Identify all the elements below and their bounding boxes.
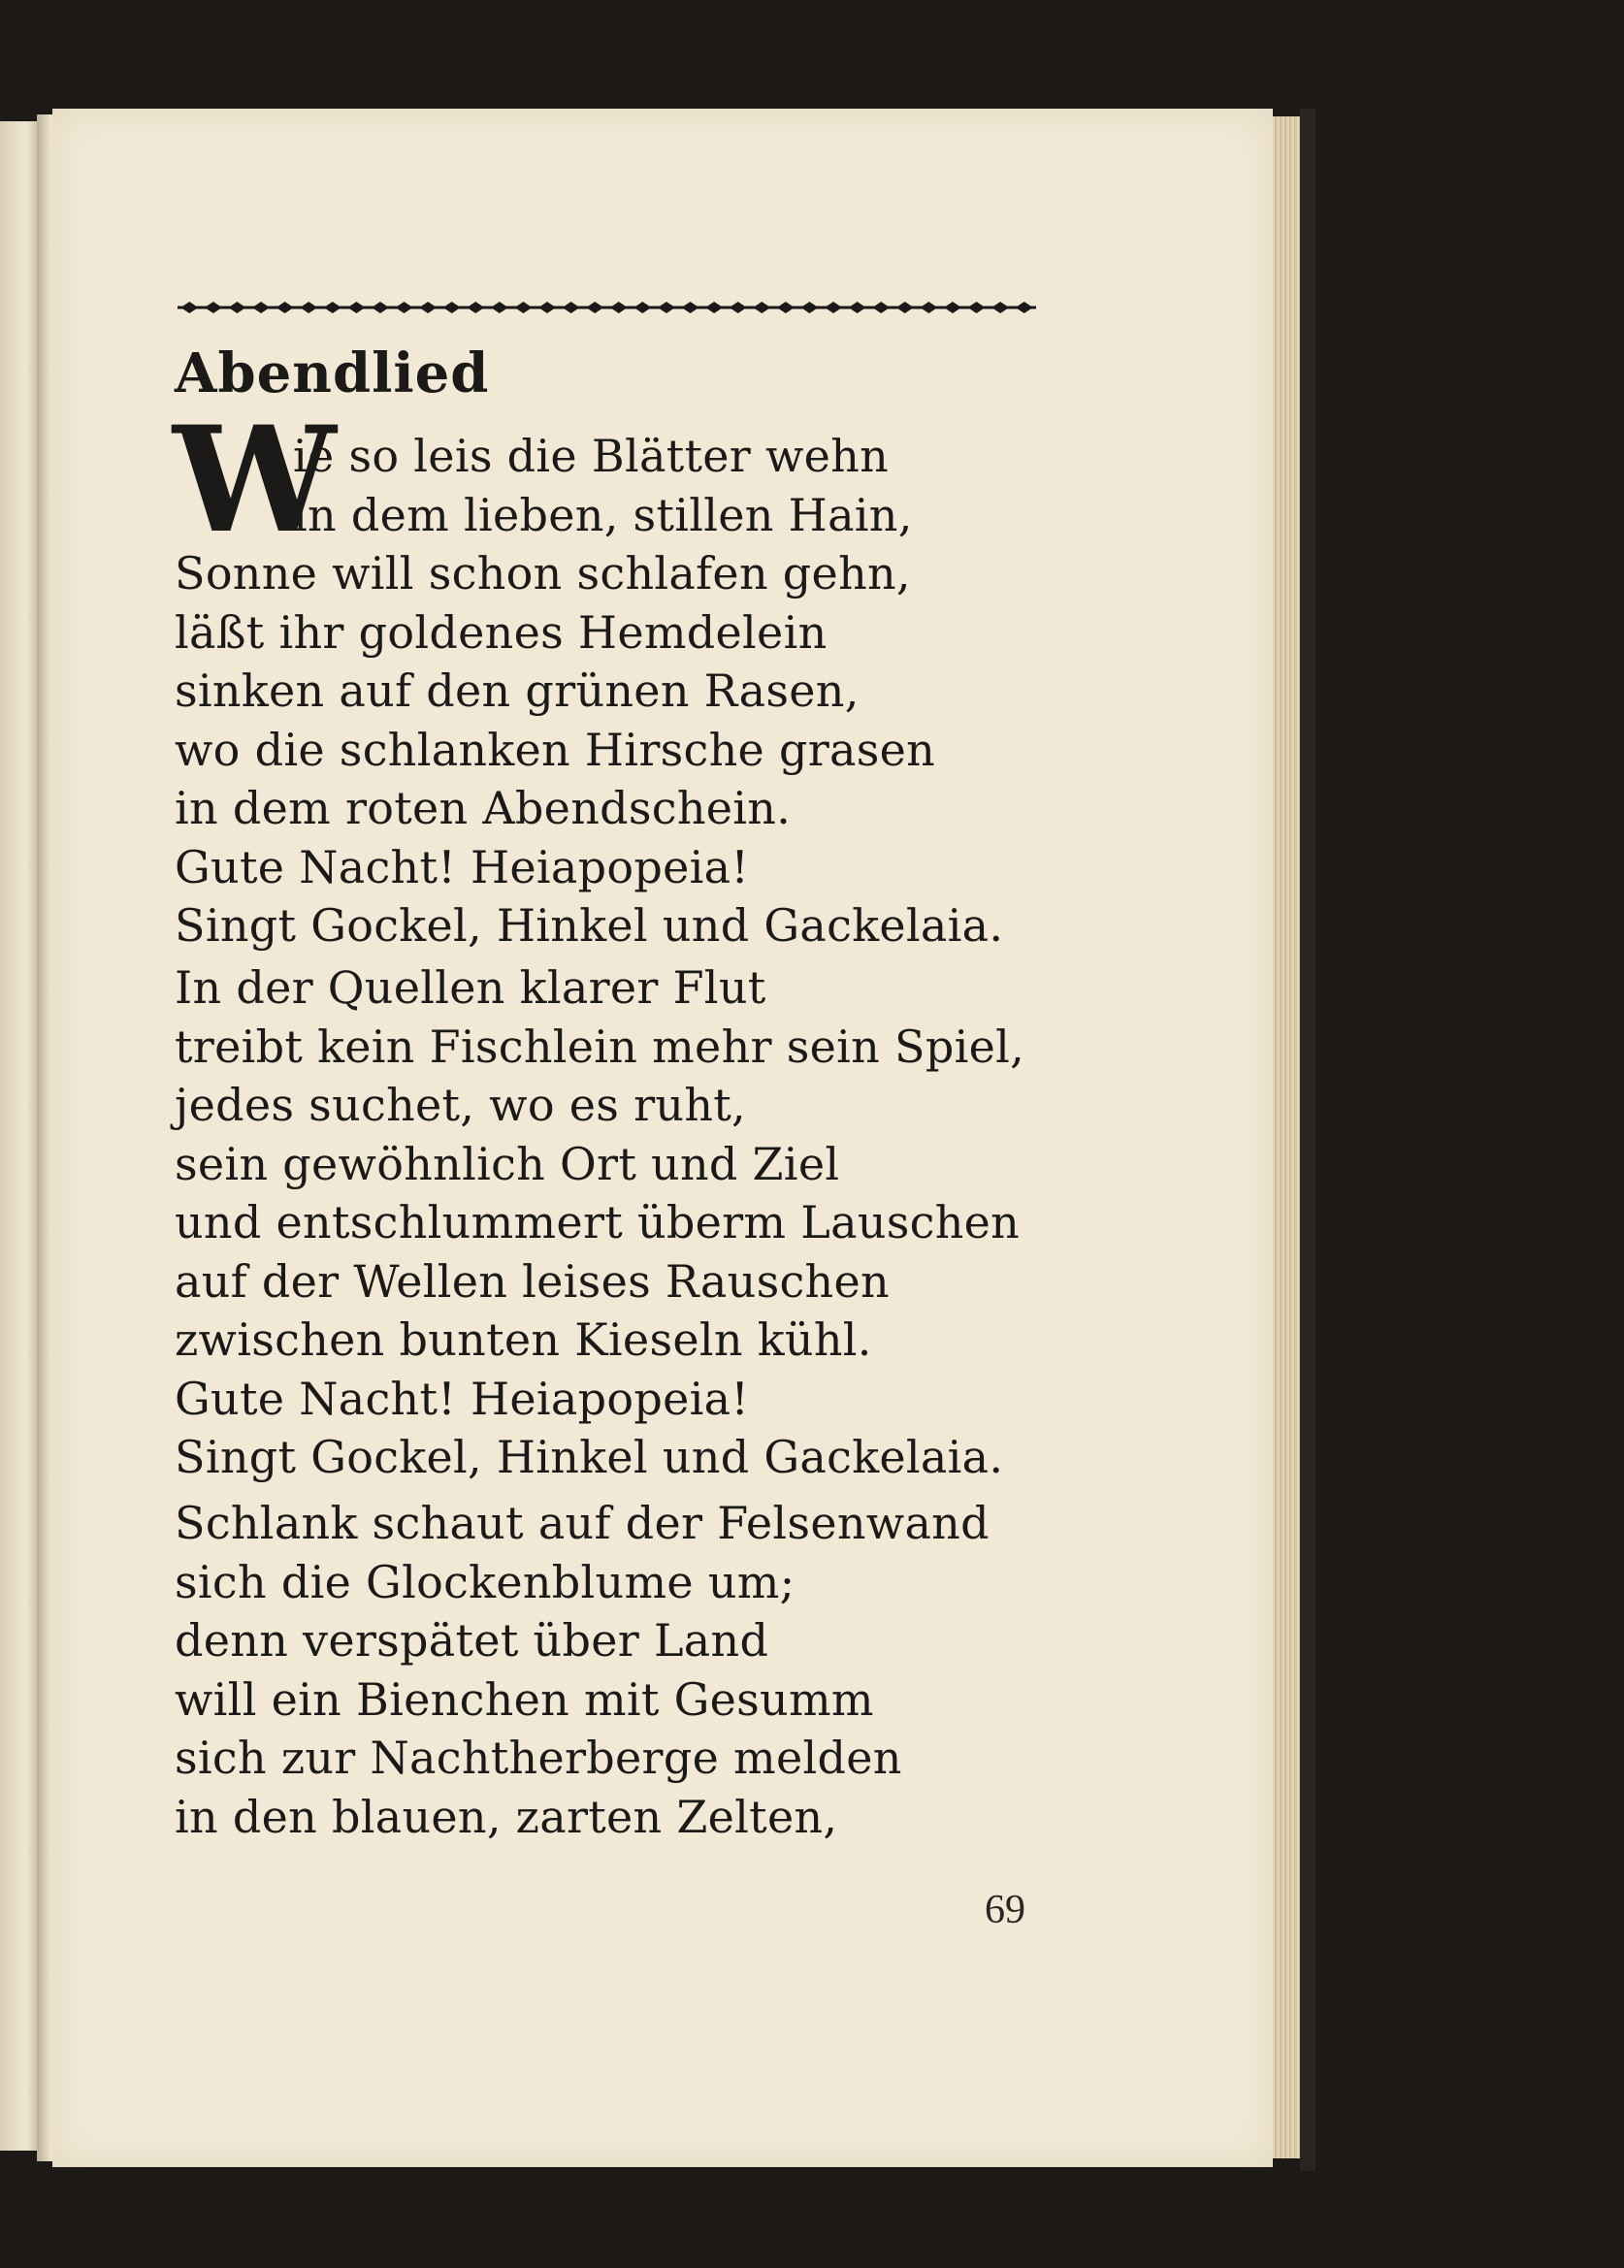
ornament-diamond [300, 302, 317, 313]
ornament-diamond [633, 302, 651, 313]
stanza-3 [175, 1494, 990, 1846]
ornament-diamond [419, 302, 437, 313]
verse-line: zwischen bunten Kieseln kühl. [175, 1313, 872, 1366]
poem-title: Abendlied [175, 341, 490, 405]
verse-line: sich die Glockenblume um; [175, 1555, 796, 1608]
ornament-diamond [610, 302, 628, 313]
ornamental-rule [178, 301, 1036, 314]
drop-cap-initial: W [173, 395, 337, 566]
ornament-diamond [228, 302, 245, 313]
ornament-diamond [730, 302, 747, 313]
ornament-diamond [920, 302, 937, 313]
verse-line: will ein Bienchen mit Gesumm [175, 1672, 874, 1726]
ornament-diamond [396, 302, 413, 313]
ornament-diamond [467, 302, 484, 313]
verse-line: sein gewöhnlich Ort und Ziel [175, 1137, 840, 1190]
ornament-diamond [944, 302, 961, 313]
ornament-diamond [991, 302, 1009, 313]
ornament-diamond [180, 302, 198, 313]
verse-line: sinken auf den grünen Rasen, [175, 664, 860, 717]
verse-line: Schlank schaut auf der Felsenwand [175, 1497, 990, 1549]
ornament-diamond [682, 302, 699, 313]
ornament-diamond [705, 302, 723, 313]
verse-line: treibt kein Fischlein mehr sein Spiel, [175, 1020, 1025, 1073]
refrain-line: Gute Nacht! Heiapopeia! [175, 1372, 750, 1425]
verse-line: denn verspätet über Land [175, 1614, 769, 1667]
refrain-line: Singt Gockel, Hinkel und Gackelaia. [175, 899, 1004, 952]
ornament-diamond [800, 302, 818, 313]
verse-line: läßt ihr goldenes Hemdelein [175, 605, 828, 659]
verse-line: ie so leis die Blätter wehn [293, 430, 890, 482]
ornament-diamond [324, 302, 341, 313]
left-page-edge [0, 121, 38, 2151]
stanza-1 [175, 427, 1003, 956]
ornament-diamond [252, 302, 270, 313]
book-gutter [37, 114, 52, 2161]
ornament-diamond [753, 302, 770, 313]
verse-line: wo die schlanken Hirsche grasen [175, 723, 936, 776]
refrain-line: Gute Nacht! Heiapopeia! [175, 840, 750, 893]
ornament-diamond [443, 302, 461, 313]
verse-line: auf der Wellen leises Rauschen [175, 1254, 890, 1308]
stanza-2 [175, 958, 1024, 1487]
ornament-diamond [538, 302, 556, 313]
ornament-diamond [777, 302, 795, 313]
ornament-diamond [514, 302, 532, 313]
verse-line: In der Quellen klarer Flut [175, 961, 766, 1014]
verse-line: in dem lieben, stillen Hain, [293, 488, 913, 541]
page-block-edge [1273, 116, 1302, 2158]
ornament-diamond [968, 302, 986, 313]
verse-line: in den blauen, zarten Zelten, [175, 1790, 838, 1843]
cover-edge [1300, 109, 1315, 2171]
page-number: 69 [985, 1888, 1025, 1932]
ornament-diamond [205, 302, 222, 313]
verse-line: sich zur Nachtherberge melden [175, 1732, 902, 1784]
verse-line: und entschlummert überm Lauschen [175, 1196, 1021, 1248]
ornament-diamond [563, 302, 580, 313]
verse-line: Sonne will schon schlafen gehn, [175, 547, 911, 599]
ornament-diamond [1016, 302, 1033, 313]
verse-line: in dem roten Abendschein. [175, 782, 792, 834]
ornament-diamond [347, 302, 365, 313]
ornament-diamond [586, 302, 603, 313]
refrain-line: Singt Gockel, Hinkel und Gackelaia. [175, 1431, 1004, 1483]
ornament-diamond [658, 302, 675, 313]
ornament-diamond [372, 302, 389, 313]
ornament-diamond [825, 302, 842, 313]
ornament-diamond [276, 302, 294, 313]
ornament-diamond [849, 302, 866, 313]
ornament-diamond [491, 302, 508, 313]
ornament-diamond [896, 302, 914, 313]
verse-line: jedes suchet, wo es ruht, [175, 1079, 746, 1131]
ornament-diamond [872, 302, 890, 313]
